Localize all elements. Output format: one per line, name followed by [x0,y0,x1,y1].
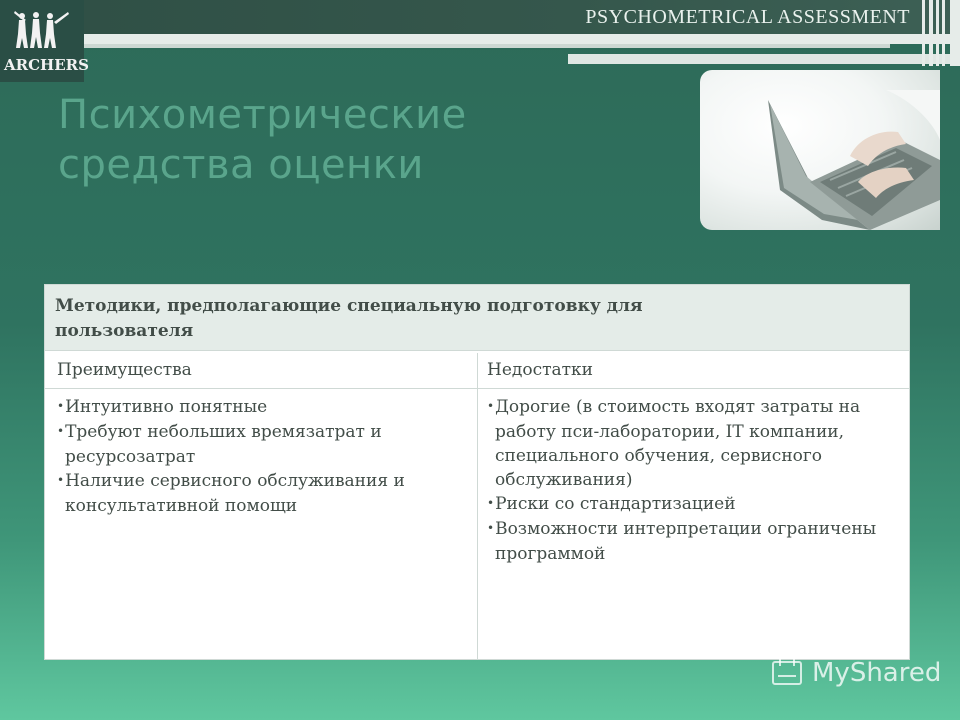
top-stripe-thin [84,44,890,48]
list-item: • Наличие сервисного обслуживания и консультативной помощи [57,469,471,518]
list-item: • Риски со стандартизацией [487,492,901,517]
logo-text: ARCHERS [4,56,89,74]
disadvantages-list [487,395,901,566]
title-line-2: средства оценки [58,142,424,188]
myshared-mark-icon [770,656,808,692]
list-item: • Требуют небольших времязатрат и ресурсозатрат [57,420,471,469]
page-title [58,90,618,190]
methods-table [44,284,910,660]
table-heading-line-1: Методики, предполагающие специальную подготовку для [55,296,643,316]
advantages-list [57,395,471,518]
myshared-logo-icon [770,656,950,696]
column-divider [477,353,478,659]
list-item: • Интуитивно понятные [57,395,471,420]
column-header-advantages: Преимущества [57,360,192,380]
watermark-text: MyShared [812,658,942,688]
archers-figures-icon [10,8,74,52]
list-item: • Возможности интерпретации ограничены программой [487,517,901,566]
top-stripe-right [568,54,960,64]
list-item: • Дорогие (в стоимость входят затраты на работу пси-лаборатории, IT компании, специального обучения, сервисного обслуживания) [487,395,901,492]
column-header-disadvantages: Недостатки [487,360,594,380]
banner-text: PSYCHOMETRICAL ASSESSMENT [585,6,910,28]
vertical-bars [920,0,960,66]
table-heading-line-2: пользователя [55,321,194,341]
laptop-photo-icon [700,70,940,230]
archers-logo-icon [0,0,89,82]
title-line-1: Психометрические [58,92,467,138]
table-heading [45,285,909,351]
top-stripe [84,34,960,44]
laptop-illustration [700,70,940,230]
